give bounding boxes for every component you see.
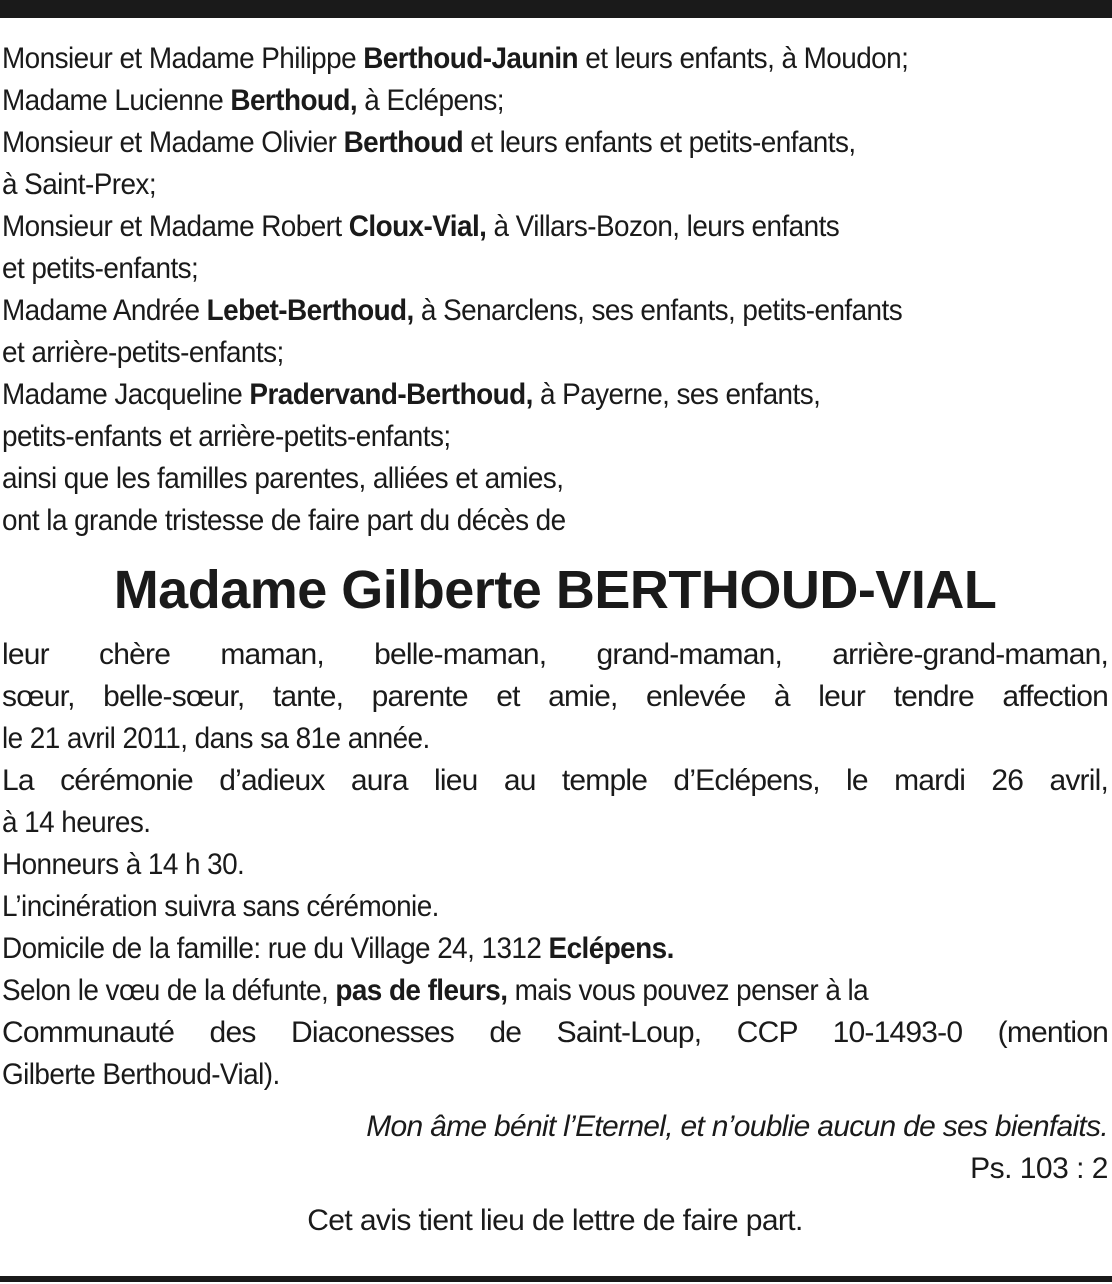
detail-line: à 14 heures. — [2, 806, 151, 839]
detail-line — [2, 928, 1031, 970]
detail-line: leur chère maman, belle-maman, grand-maman, arrière-grand-maman, — [2, 638, 1108, 671]
family-line — [2, 38, 1031, 80]
footer-note: Cet avis tient lieu de lettre de faire part. — [307, 1204, 803, 1237]
family-line: et petits-enfants; — [2, 252, 199, 285]
family-line: ont la grande tristesse de faire part du décès de — [2, 504, 566, 537]
detail-line: La cérémonie d’adieux aura lieu au temple d’Eclépens, le mardi 26 avril, — [2, 764, 1108, 797]
text: mais vous pouvez penser à la — [507, 974, 869, 1007]
family-line: petits-enfants et arrière-petits-enfants; — [2, 420, 451, 453]
bottom-border — [0, 1276, 1112, 1282]
family-name: Berthoud — [343, 126, 464, 159]
top-border — [0, 0, 1112, 18]
obituary-notice — [2, 38, 1108, 1242]
family-name: Pradervand-Berthoud, — [249, 378, 533, 411]
family-line: et arrière-petits-enfants; — [2, 336, 284, 369]
text: Domicile de la famille: rue du Village 24, 1312 — [2, 932, 549, 965]
text: Madame Andrée — [2, 294, 207, 327]
text: Madame Jacqueline — [2, 378, 250, 411]
text: Monsieur et Madame Philippe — [2, 42, 364, 75]
deceased-name: Madame Gilberte BERTHOUD-VIAL — [113, 560, 997, 620]
text: à Eclépens; — [357, 84, 504, 117]
detail-line: Communauté des Diaconesses de Saint-Loup, CCP 10-1493-0 (mention — [2, 1016, 1108, 1049]
family-name: Berthoud, — [230, 84, 358, 117]
family-line — [2, 80, 1031, 122]
text: à Senarclens, ses enfants, petits-enfants — [413, 294, 903, 327]
bible-quote: Mon âme bénit l’Eternel, et n’oublie aucun de ses bienfaits. — [366, 1110, 1108, 1143]
family-line — [2, 122, 1031, 164]
family-line — [2, 374, 1031, 416]
family-line — [2, 206, 1031, 248]
detail-line: L’incinération suivra sans cérémonie. — [2, 890, 439, 923]
quote-reference: Ps. 103 : 2 — [970, 1152, 1108, 1185]
family-line: à Saint-Prex; — [2, 168, 157, 201]
family-line — [2, 290, 1031, 332]
detail-line: sœur, belle-sœur, tante, parente et amie, enlevée à leur tendre affection — [2, 680, 1108, 713]
text: Monsieur et Madame Robert — [2, 210, 349, 243]
text: à Villars-Bozon, leurs enfants — [486, 210, 840, 243]
detail-line — [2, 970, 1031, 1012]
text: Monsieur et Madame Olivier — [2, 126, 344, 159]
text: à Payerne, ses enfants, — [532, 378, 821, 411]
detail-line: le 21 avril 2011, dans sa 81e année. — [2, 722, 430, 755]
detail-line: Honneurs à 14 h 30. — [2, 848, 245, 881]
text: et leurs enfants, à Moudon; — [578, 42, 909, 75]
text: Madame Lucienne — [2, 84, 231, 117]
locality: Eclépens. — [548, 932, 674, 965]
text: Selon le vœu de la défunte, — [2, 974, 336, 1007]
family-line: ainsi que les familles parentes, alliées et amies, — [2, 462, 564, 495]
family-name: Cloux-Vial, — [348, 210, 487, 243]
no-flowers-note: pas de fleurs, — [335, 974, 508, 1007]
detail-line: Gilberte Berthoud-Vial). — [2, 1058, 280, 1091]
text: et leurs enfants et petits-enfants, — [463, 126, 856, 159]
family-name: Lebet-Berthoud, — [206, 294, 414, 327]
family-name: Berthoud-Jaunin — [363, 42, 579, 75]
